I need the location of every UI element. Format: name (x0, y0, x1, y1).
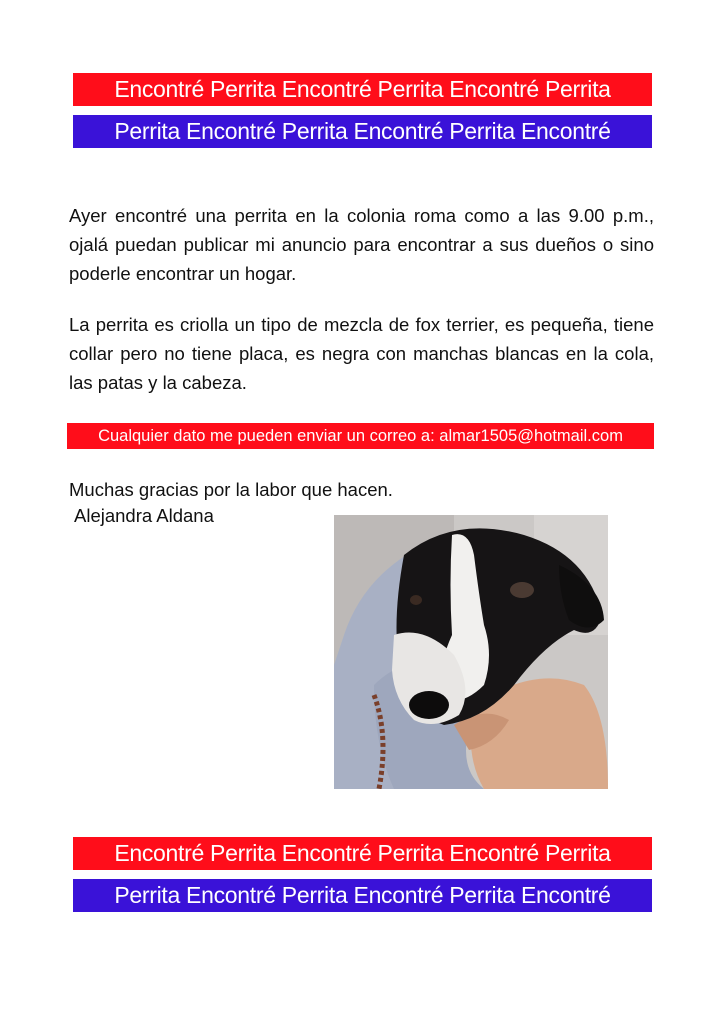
contact-email-banner: Cualquier dato me pueden enviar un correo a: almar1505@hotmail.com (67, 423, 654, 449)
bottom-blue-banner: Perrita Encontré Perrita Encontré Perrita Encontré (73, 879, 652, 912)
top-red-banner: Encontré Perrita Encontré Perrita Encontré Perrita (73, 73, 652, 106)
thanks-line: Muchas gracias por la labor que hacen. (69, 479, 393, 500)
dog-photo (334, 515, 608, 789)
description-paragraph-1: Ayer encontré una perrita en la colonia roma como a las 9.00 p.m., ojalá puedan publicar mi anuncio para encontrar a sus dueños o sino poderle encontrar un hogar. (69, 205, 654, 284)
top-blue-banner: Perrita Encontré Perrita Encontré Perrita Encontré (73, 115, 652, 148)
bottom-red-banner: Encontré Perrita Encontré Perrita Encontré Perrita (73, 837, 652, 870)
signature: Alejandra Aldana (74, 505, 214, 526)
description-paragraph-2: La perrita es criolla un tipo de mezcla de fox terrier, es pequeña, tiene collar pero no tiene placa, es negra con manchas blancas en la cola, las patas y la cabeza. (69, 314, 654, 393)
